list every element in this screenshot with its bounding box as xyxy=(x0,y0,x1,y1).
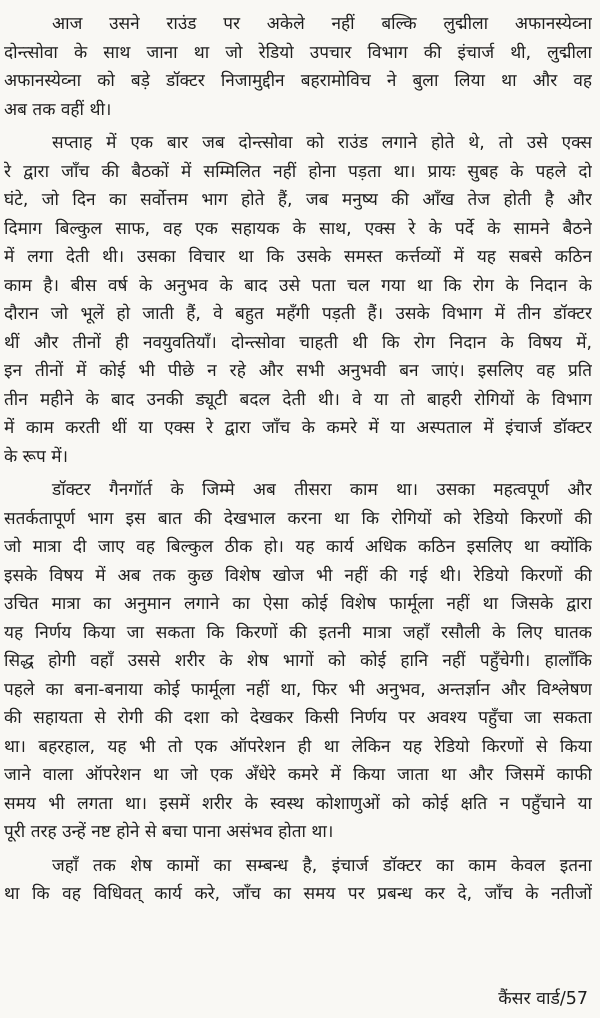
text-line: में काम करती थीं या एक्स रे द्वारा जाँच के कमरे में या अस्पताल में इंचार्ज डॉक्टर xyxy=(4,418,592,438)
text-line: दिमाग बिल्कुल साफ, वह एक सहायक के साथ, एक्स रे के पर्दे के सामने बैठने xyxy=(4,218,592,239)
text-line: सतर्कतापूर्ण भाग इस बात की देखभाल करना था कि रोगियों को रेडियो किरणों की xyxy=(4,508,592,529)
text-line: सप्ताह में एक बार जब दोन्त्सोवा को राउंड लगाने होते थे, तो उसे एक्स xyxy=(52,133,592,153)
text-line: सिद्ध होगी वहाँ उससे शरीर के शेष भागों को कोई हानि नहीं पहुँचेगी। हालाँकि xyxy=(4,651,592,671)
paragraph-1 xyxy=(4,10,592,124)
text-line: पूरी तरह उन्हें नष्ट होने से बचा पाना असंभव होता था। xyxy=(4,822,334,842)
text-line: जहाँ तक शेष कामों का सम्बन्ध है, इंचार्ज डॉक्टर का काम केवल इतना xyxy=(52,855,592,876)
paragraph-3 xyxy=(4,476,592,847)
text-line: में लगा देती थी। उसका विचार था कि उसके समस्त कर्त्तव्यों में यह सबसे कठिन xyxy=(4,247,592,267)
page-number-label: कैंसर वार्ड/57 xyxy=(498,989,588,1009)
text-line: की सहायता से रोगी की दशा को देखकर किसी निर्णय पर अवश्य पहुँचा जा सकता xyxy=(4,708,592,728)
text-line: काम है। बीस वर्ष के अनुभव के बाद उसे पता चल गया था कि रोग के निदान के xyxy=(4,275,592,296)
text-line: जाने वाला ऑपरेशन था जो एक अँधेरे कमरे में किया जाता था और जिसमें काफी xyxy=(4,765,592,785)
text-line: पहले का बना-बनाया कोई फार्मूला नहीं था, फिर भी अनुभव, अन्तर्ज्ञान और विश्लेषण xyxy=(4,679,592,700)
text-line: अफानस्येव्ना को बड़े डॉक्टर निजामुद्दीन बहरामोविच ने बुला लिया था और वह xyxy=(4,71,592,91)
text-line: आज उसने राउंड पर अकेले नहीं बल्कि लुद्मीला अफानस्येव्ना xyxy=(52,14,592,34)
paragraph-2 xyxy=(4,129,592,471)
text-line: रे द्वारा जाँच की बैठकों में सम्मिलित नहीं होना पड़ता था। प्रायः सुबह के पहले दो xyxy=(4,161,592,182)
text-line: दोन्त्सोवा के साथ जाना था जो रेडियो उपचार विभाग की इंचार्ज थी, लुद्मीला xyxy=(4,42,592,63)
text-line: डॉक्टर गैनगॉर्त के जिम्मे अब तीसरा काम था। उसका महत्वपूर्ण और xyxy=(52,480,592,500)
text-line: दौरान जो भूलें हो जाती हैं, वे बहुत महँगी पड़ती हैं। उसके विभाग में तीन डॉक्टर xyxy=(4,304,592,324)
book-page xyxy=(4,10,592,1010)
text-line: समय भी लगता था। इसमें शरीर के स्वस्थ कोशाणुओं को कोई क्षति न पहुँचाने या xyxy=(4,793,592,814)
text-line: उचित मात्रा का अनुमान लगाने का ऐसा कोई विशेष फार्मूला नहीं था जिसके द्वारा xyxy=(4,594,592,614)
text-line: जो मात्रा दी जाए वह बिल्कुल ठीक हो। यह कार्य अधिक कठिन इसलिए था क्योंकि xyxy=(4,537,592,557)
paragraph-4 xyxy=(4,852,592,909)
text-line: था। बहरहाल, यह भी तो एक ऑपरेशन ही था लेकिन यह रेडियो किरणों से किया xyxy=(4,736,592,757)
page-footer xyxy=(498,986,588,1010)
text-line: तीन महीने के बाद उनकी ड्यूटी बदल देती थी। वे या तो बाहरी रोगियों के विभाग xyxy=(4,389,592,410)
text-line: यह निर्णय किया जा सकता कि किरणों की इतनी मात्रा जहाँ रसौली के लिए घातक xyxy=(4,622,592,643)
text-line: के रूप में। xyxy=(4,446,69,467)
text-line: इसके विषय में अब तक कुछ विशेष खोज भी नहीं की गई थी। रेडियो किरणों की xyxy=(4,565,592,586)
text-line: इन तीनों में कोई भी पीछे न रहे और सभी अनुभवी बन जाएं। इसलिए वह प्रति xyxy=(4,361,592,381)
text-line: थीं और तीनों ही नवयुवतियाँ। दोन्त्सोवा चाहती थी कि रोग निदान के विषय में, xyxy=(4,332,592,353)
text-line: अब तक वहीं थी। xyxy=(4,99,112,120)
text-line: घंटे, जो दिन का सर्वोत्तम भाग होते हैं, जब मनुष्य की आँख तेज होती है और xyxy=(4,190,592,210)
text-line: था कि वह विधिवत् कार्य करे, जाँच का समय पर प्रबन्ध कर दे, जाँच के नतीजों xyxy=(4,884,592,904)
